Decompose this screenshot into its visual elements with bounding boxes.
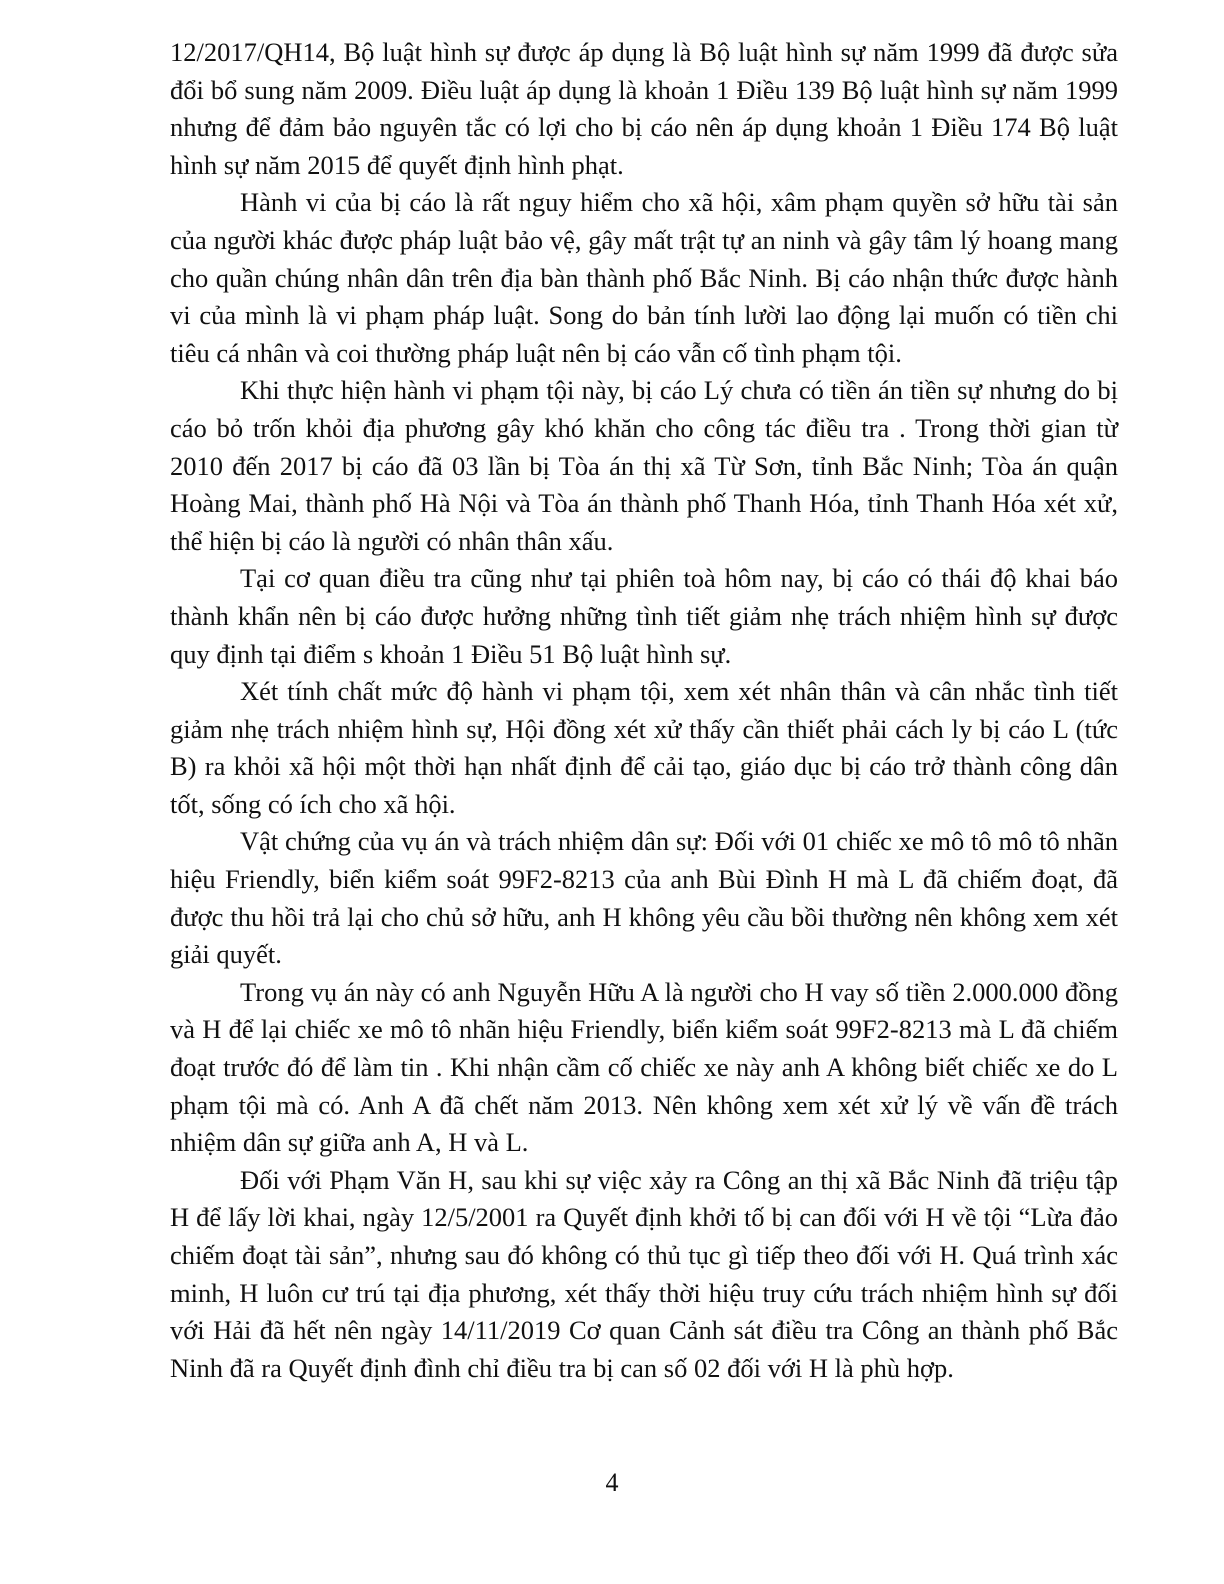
paragraph-criminal-record: Khi thực hiện hành vi phạm tội này, bị cáo Lý chưa có tiền án tiền sự nhưng do bị cáo bỏ trốn khỏi địa phương gây khó khăn cho công tác điều tra . Trong thời gian từ 2010 đến 2017 bị cáo đã 03 lần bị Tòa án thị xã Từ Sơn, tỉnh Bắc Ninh; Tòa án quận Hoàng Mai, thành phố Hà Nội và Tòa án thành phố Thanh Hóa, tỉnh Thanh Hóa xét xử, thể hiện bị cáo là người có nhân thân xấu. [170, 375, 1118, 556]
page-number: 4 [605, 1468, 619, 1497]
document-page [170, 34, 1118, 1387]
paragraph-third-party: Trong vụ án này có anh Nguyễn Hữu A là người cho H vay số tiền 2.000.000 đồng và H để lại chiếc xe mô tô nhãn hiệu Friendly, biển kiểm soát 99F2-8213 mà L đã chiếm đoạt trước đó để làm tin . Khi nhận cầm cố chiếc xe này anh A không biết chiếc xe do L phạm tội mà có. Anh A đã chết năm 2013. Nên không xem xét xử lý về vấn đề trách nhiệm dân sự giữa anh A, H và L. [170, 976, 1118, 1158]
paragraph-suspension-of-investigation: Đối với Phạm Văn H, sau khi sự việc xảy ra Công an thị xã Bắc Ninh đã triệu tập H để lấy lời khai, ngày 12/5/2001 ra Quyết định khởi tố bị can đối với H về tội “Lừa đảo chiếm đoạt tài sản”, nhưng sau đó không có thủ tục gì tiếp theo đối với H. Quá trình xác minh, H luôn cư trú tại địa phương, xét thấy thời hiệu truy cứu trách nhiệm hình sự đối với Hải đã hết nên ngày 14/11/2019 Cơ quan Cảnh sát điều tra Công an thành phố Bắc Ninh đã ra Quyết định đình chỉ điều tra bị can số 02 đối với H là phù hợp. [170, 1164, 1118, 1383]
paragraph-mitigating-circumstances: Tại cơ quan điều tra cũng như tại phiên toà hôm nay, bị cáo có thái độ khai báo thành khẩn nên bị cáo được hưởng những tình tiết giảm nhẹ trách nhiệm hình sự được quy định tại điểm s khoản 1 Điều 51 Bộ luật hình sự. [170, 563, 1118, 669]
paragraph-legal-basis: 12/2017/QH14, Bộ luật hình sự được áp dụng là Bộ luật hình sự năm 1999 đã được sửa đổi bổ sung năm 2009. Điều luật áp dụng là khoản 1 Điều 139 Bộ luật hình sự năm 1999 nhưng để đảm bảo nguyên tắc có lợi cho bị cáo nên áp dụng khoản 1 Điều 174 Bộ luật hình sự năm 2015 để quyết định hình phạt. [170, 37, 1118, 180]
paragraph-danger-of-act: Hành vi của bị cáo là rất nguy hiểm cho xã hội, xâm phạm quyền sở hữu tài sản của người khác được pháp luật bảo vệ, gây mất trật tự an ninh và gây tâm lý hoang mang cho quần chúng nhân dân trên địa bàn thành phố Bắc Ninh. Bị cáo nhận thức được hành vi của mình là vi phạm pháp luật. Song do bản tính lười lao động lại muốn có tiền chi tiêu cá nhân và coi thường pháp luật nên bị cáo vẫn cố tình phạm tội. [170, 187, 1118, 368]
paragraph-sentencing-consideration: Xét tính chất mức độ hành vi phạm tội, xem xét nhân thân và cân nhắc tình tiết giảm nhẹ trách nhiệm hình sự, Hội đồng xét xử thấy cần thiết phải cách ly bị cáo L (tức B) ra khỏi xã hội một thời hạn nhất định để cải tạo, giáo dục bị cáo trở thành công dân tốt, sống có ích cho xã hội. [170, 676, 1118, 819]
paragraph-evidence-civil-liability: Vật chứng của vụ án và trách nhiệm dân sự: Đối với 01 chiếc xe mô tô mô tô nhãn hiệu Friendly, biển kiểm soát 99F2-8213 của anh Bùi Đình H mà L đã chiếm đoạt, đã được thu hồi trả lại cho chủ sở hữu, anh H không yêu cầu bồi thường nên không xem xét giải quyết. [170, 826, 1118, 970]
